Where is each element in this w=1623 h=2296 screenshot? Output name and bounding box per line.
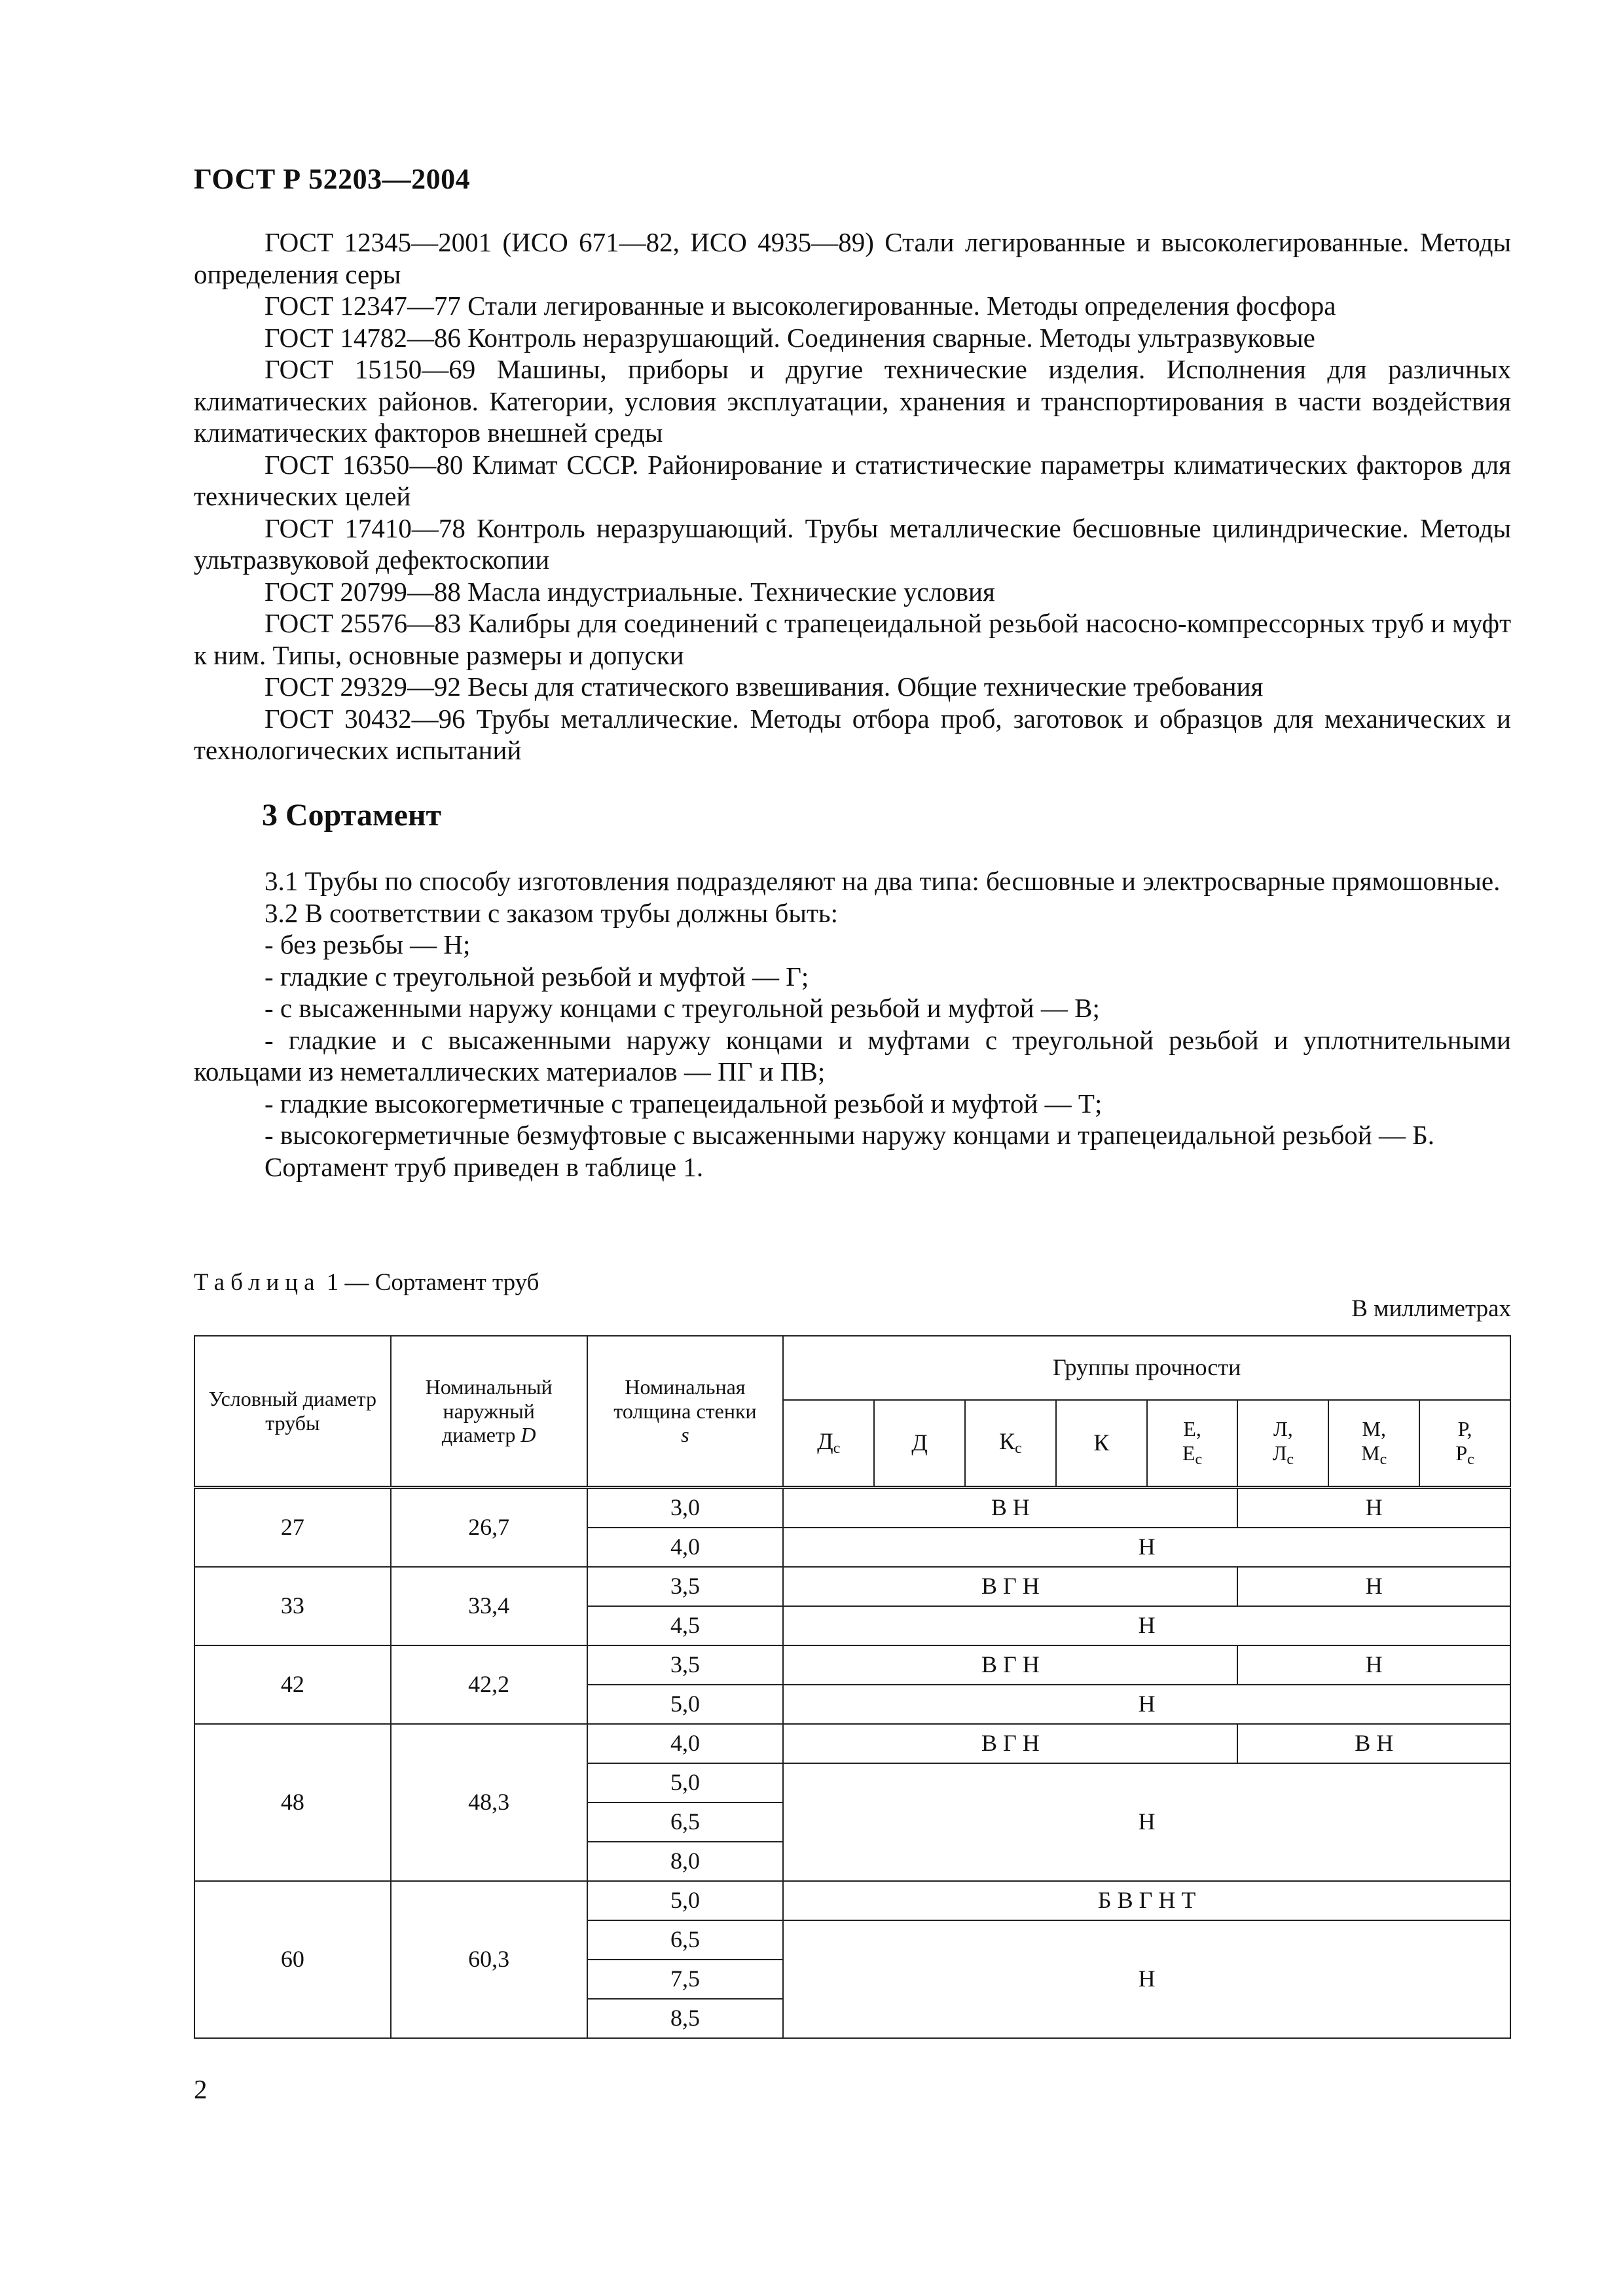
header-wall-thickness: Номинальная толщина стенки s bbox=[587, 1336, 784, 1488]
reference-item: ГОСТ 25576—83 Калибры для соединений с трапецеидальной резьбой насосно-компрессорных труб и муфт к ним. Типы, основные размеры и допуски bbox=[194, 608, 1511, 670]
assortment-table bbox=[194, 1335, 1511, 2039]
cell-outer-diameter: 33,4 bbox=[391, 1567, 587, 1645]
cell-diameter: 48 bbox=[194, 1724, 391, 1881]
table-caption-word: Таблица bbox=[194, 1269, 321, 1296]
group-d: Д bbox=[874, 1400, 965, 1488]
list-item: - гладкие высокогерметичные с трапецеидальной резьбой и муфтой — Т; bbox=[264, 1088, 1103, 1119]
cell-groups: Н bbox=[1237, 1488, 1510, 1528]
paragraph: 3.2 В соответствии с заказом трубы должны быть: bbox=[264, 897, 838, 928]
cell-groups: Б В Г Н Т bbox=[783, 1881, 1510, 1920]
reference-item: ГОСТ 14782—86 Контроль неразрушающий. Соединения сварные. Методы ультразвуковые bbox=[264, 322, 1315, 353]
cell-groups: Н bbox=[1237, 1645, 1510, 1685]
page-header: ГОСТ Р 52203—2004 bbox=[194, 163, 471, 195]
reference-item: ГОСТ 30432—96 Трубы металлические. Методы отбора проб, заготовок и образцов для механических и технологических испытаний bbox=[194, 703, 1511, 765]
cell-groups: В Г Н bbox=[783, 1567, 1237, 1606]
reference-item: ГОСТ 20799—88 Масла индустриальные. Технические условия bbox=[264, 576, 995, 607]
section-title: 3 Сортамент bbox=[262, 798, 442, 833]
reference-item: ГОСТ 12345—2001 (ИСО 671—82, ИСО 4935—89) Стали легированные и высоколегированные. Методы определения серы bbox=[194, 227, 1511, 289]
header-strength-groups: Группы прочности bbox=[783, 1336, 1510, 1400]
header-nominal-diameter: Условный диаметр трубы bbox=[194, 1336, 391, 1488]
cell-thickness: 4,0 bbox=[587, 1724, 784, 1763]
group-k: К bbox=[1056, 1400, 1147, 1488]
group-m: М, $М_с$ bbox=[1328, 1400, 1419, 1488]
list-item: - с высаженными наружу концами с треугольной резьбой и муфтой — В; bbox=[264, 993, 1100, 1023]
cell-groups: В Г Н bbox=[783, 1724, 1237, 1763]
cell-thickness: 6,5 bbox=[587, 1920, 784, 1960]
cell-groups: В Н bbox=[783, 1488, 1237, 1528]
table-row bbox=[194, 1645, 1510, 1685]
cell-thickness: 6,5 bbox=[587, 1803, 784, 1842]
table-row bbox=[194, 1488, 1510, 1528]
cell-thickness: 5,0 bbox=[587, 1881, 784, 1920]
cell-groups: В Н bbox=[1237, 1724, 1510, 1763]
group-kc: $К_с$ bbox=[965, 1400, 1056, 1488]
section-body bbox=[194, 865, 1511, 1183]
reference-item: ГОСТ 17410—78 Контроль неразрушающий. Трубы металлические бесшовные цилиндрические. Методы ультразвуковой дефектоскопии bbox=[194, 512, 1511, 575]
cell-thickness: 3,5 bbox=[587, 1645, 784, 1685]
list-item: - гладкие с треугольной резьбой и муфтой — Г; bbox=[264, 961, 809, 992]
header-outer-diameter: Номинальный наружный диаметр D bbox=[391, 1336, 587, 1488]
normative-references bbox=[194, 226, 1511, 766]
cell-thickness: 5,0 bbox=[587, 1763, 784, 1803]
table-row bbox=[194, 1881, 1510, 1920]
cell-thickness: 8,5 bbox=[587, 1999, 784, 2038]
list-item: - без резьбы — Н; bbox=[264, 929, 471, 960]
list-item: - гладкие и с высаженными наружу концами и муфтами с треугольной резьбой и уплотнительными кольцами из неметаллических материалов — ПГ и ПВ; bbox=[194, 1024, 1511, 1086]
cell-groups: В Г Н bbox=[783, 1645, 1237, 1685]
cell-thickness: 4,5 bbox=[587, 1606, 784, 1645]
group-l: Л, $Л_с$ bbox=[1237, 1400, 1328, 1488]
paragraph: Сортамент труб приведен в таблице 1. bbox=[264, 1151, 704, 1182]
paragraph: 3.1 Трубы по способу изготовления подразделяют на два типа: бесшовные и электросварные прямошовные. bbox=[264, 866, 1501, 896]
cell-groups: Н bbox=[783, 1920, 1510, 2038]
reference-item: ГОСТ 29329—92 Весы для статического взвешивания. Общие технические требования bbox=[264, 672, 1264, 702]
cell-outer-diameter: 26,7 bbox=[391, 1488, 587, 1568]
table-row bbox=[194, 1567, 1510, 1606]
cell-diameter: 33 bbox=[194, 1567, 391, 1645]
cell-thickness: 3,0 bbox=[587, 1488, 784, 1528]
cell-outer-diameter: 42,2 bbox=[391, 1645, 587, 1724]
list-item: - высокогерметичные безмуфтовые с высаженными наружу концами и трапецеидальной резьбой — Б. bbox=[264, 1120, 1434, 1150]
cell-thickness: 3,5 bbox=[587, 1567, 784, 1606]
table-caption-text: 1 — Сортамент труб bbox=[320, 1269, 539, 1296]
cell-diameter: 60 bbox=[194, 1881, 391, 2038]
cell-outer-diameter: 48,3 bbox=[391, 1724, 587, 1881]
cell-groups: Н bbox=[783, 1685, 1510, 1724]
cell-groups: Н bbox=[783, 1763, 1510, 1881]
table-caption bbox=[194, 1268, 539, 1297]
cell-groups: Н bbox=[1237, 1567, 1510, 1606]
reference-item: ГОСТ 15150—69 Машины, приборы и другие технические изделия. Исполнения для различных климатических районов. Категории, условия эксплуатации, хранения и транспортирования в части воздействия климатических факторов внешней среды bbox=[194, 354, 1511, 448]
group-e: Е, $Е_с$ bbox=[1147, 1400, 1238, 1488]
cell-thickness: 7,5 bbox=[587, 1960, 784, 1999]
reference-item: ГОСТ 16350—80 Климат СССР. Районирование и статистические параметры климатических факторов для технических целей bbox=[194, 449, 1511, 511]
cell-diameter: 27 bbox=[194, 1488, 391, 1568]
group-dc: $Д_с$ bbox=[783, 1400, 874, 1488]
cell-groups: Н bbox=[783, 1606, 1510, 1645]
cell-outer-diameter: 60,3 bbox=[391, 1881, 587, 2038]
group-p: Р, $Р_с$ bbox=[1419, 1400, 1510, 1488]
table-units: В миллиметрах bbox=[1351, 1295, 1511, 1322]
page-number: 2 bbox=[194, 2074, 208, 2104]
cell-diameter: 42 bbox=[194, 1645, 391, 1724]
cell-groups: Н bbox=[783, 1528, 1510, 1567]
cell-thickness: 8,0 bbox=[587, 1842, 784, 1881]
cell-thickness: 5,0 bbox=[587, 1685, 784, 1724]
cell-thickness: 4,0 bbox=[587, 1528, 784, 1567]
table-row bbox=[194, 1724, 1510, 1763]
reference-item: ГОСТ 12347—77 Стали легированные и высоколегированные. Методы определения фосфора bbox=[264, 291, 1336, 321]
